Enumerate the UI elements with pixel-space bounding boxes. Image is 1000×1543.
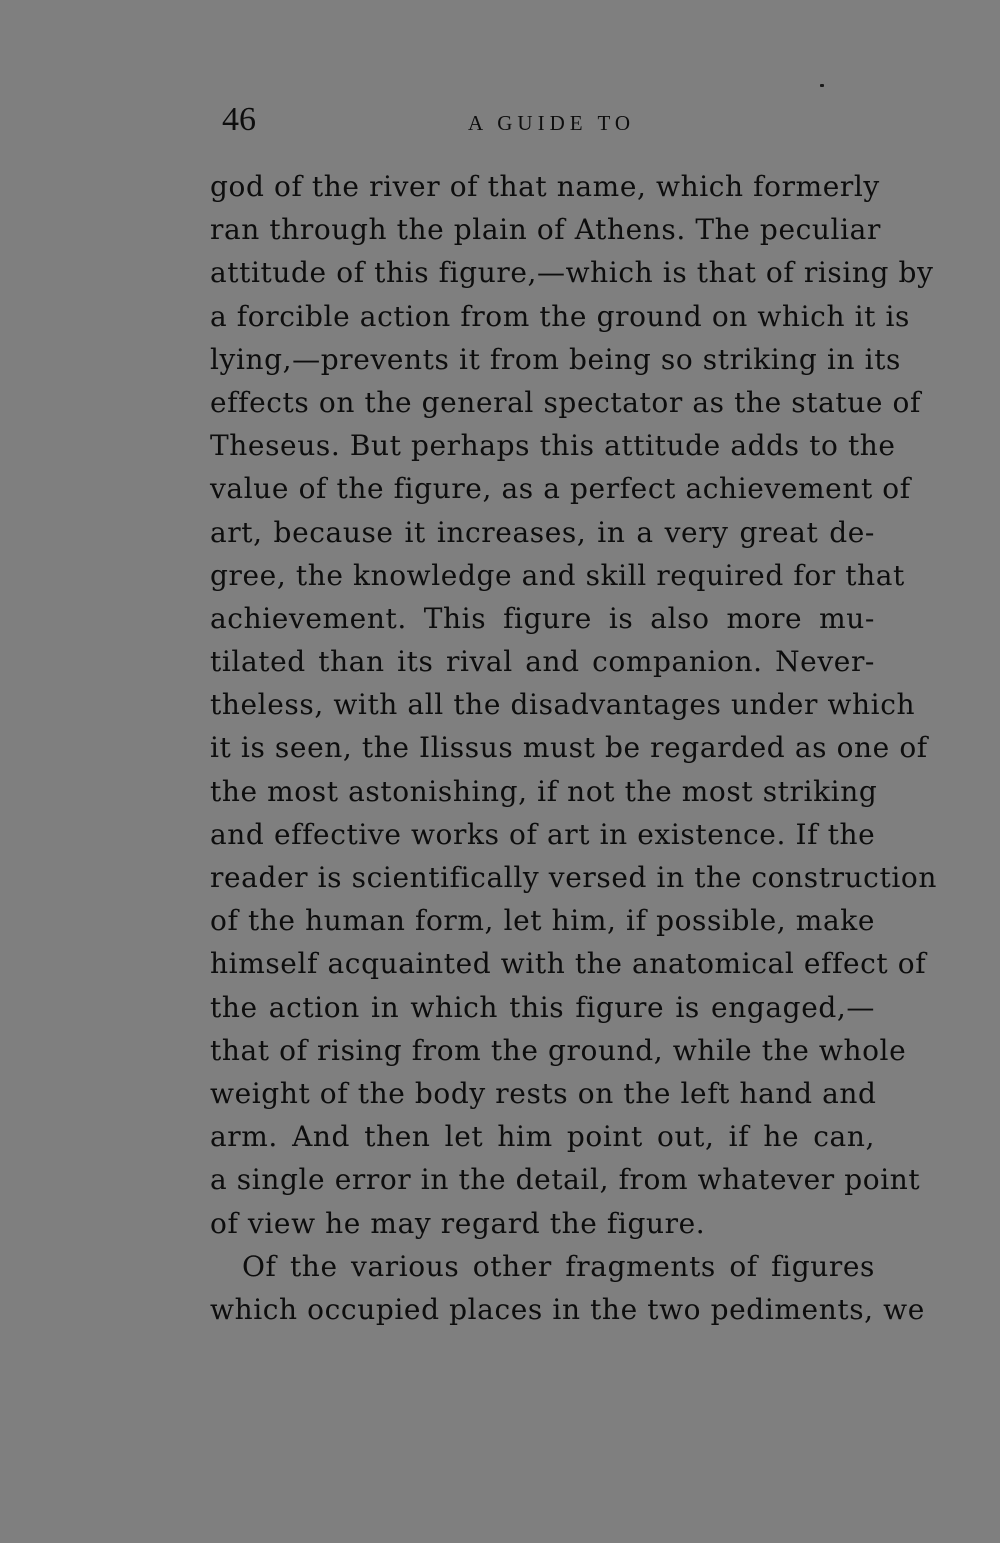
text-line: ran through the plain of Athens. The peculiar: [210, 213, 881, 247]
paragraph-start-line: Of the various other fragments of figures: [242, 1249, 875, 1283]
text-line: art, because it increases, in a very great de-: [210, 515, 875, 549]
text-line: that of rising from the ground, while the whole: [210, 1033, 907, 1067]
text-line: value of the figure, as a perfect achievement of: [210, 472, 911, 506]
text-line: the most astonishing, if not the most striking: [210, 774, 878, 808]
text-line: and effective works of art in existence. If the: [210, 817, 876, 851]
text-line: a single error in the detail, from whatever point: [210, 1163, 921, 1197]
text-line: god of the river of that name, which formerly: [210, 170, 880, 203]
page-number: 46: [222, 101, 256, 138]
text-line: gree, the knowledge and skill required for that: [210, 558, 905, 592]
text-line: theless, with all the disadvantages under which: [210, 688, 916, 722]
text-line: reader is scientifically versed in the construction: [210, 861, 937, 894]
ink-speck: [820, 84, 824, 87]
text-line: a forcible action from the ground on which it is: [210, 299, 911, 333]
text-line: lying,—prevents it from being so striking in its: [210, 342, 902, 376]
text-line: Theseus. But perhaps this attitude adds to the: [210, 429, 896, 463]
text-line: achievement. This figure is also more mu-: [210, 601, 875, 635]
body-text: [210, 165, 937, 1331]
text-line: of the human form, let him, if possible, make: [210, 904, 875, 938]
text-line: the action in which this figure is engaged,—: [210, 990, 875, 1024]
running-title: A GUIDE TO: [468, 111, 636, 135]
text-line: which occupied places in the two pediments, we: [210, 1292, 925, 1326]
paragraph-end-line: of view he may regard the figure.: [210, 1206, 706, 1240]
text-line: himself acquainted with the anatomical effect of: [210, 947, 927, 981]
text-line: attitude of this figure,—which is that of rising by: [210, 256, 934, 290]
text-line: weight of the body rests on the left hand and: [210, 1076, 877, 1110]
text-line: effects on the general spectator as the statue of: [210, 385, 921, 419]
text-line: tilated than its rival and companion. Never-: [210, 645, 875, 679]
running-head: [220, 100, 880, 140]
text-line: arm. And then let him point out, if he can,: [210, 1120, 875, 1154]
text-line: it is seen, the Ilissus must be regarded as one of: [210, 731, 928, 765]
